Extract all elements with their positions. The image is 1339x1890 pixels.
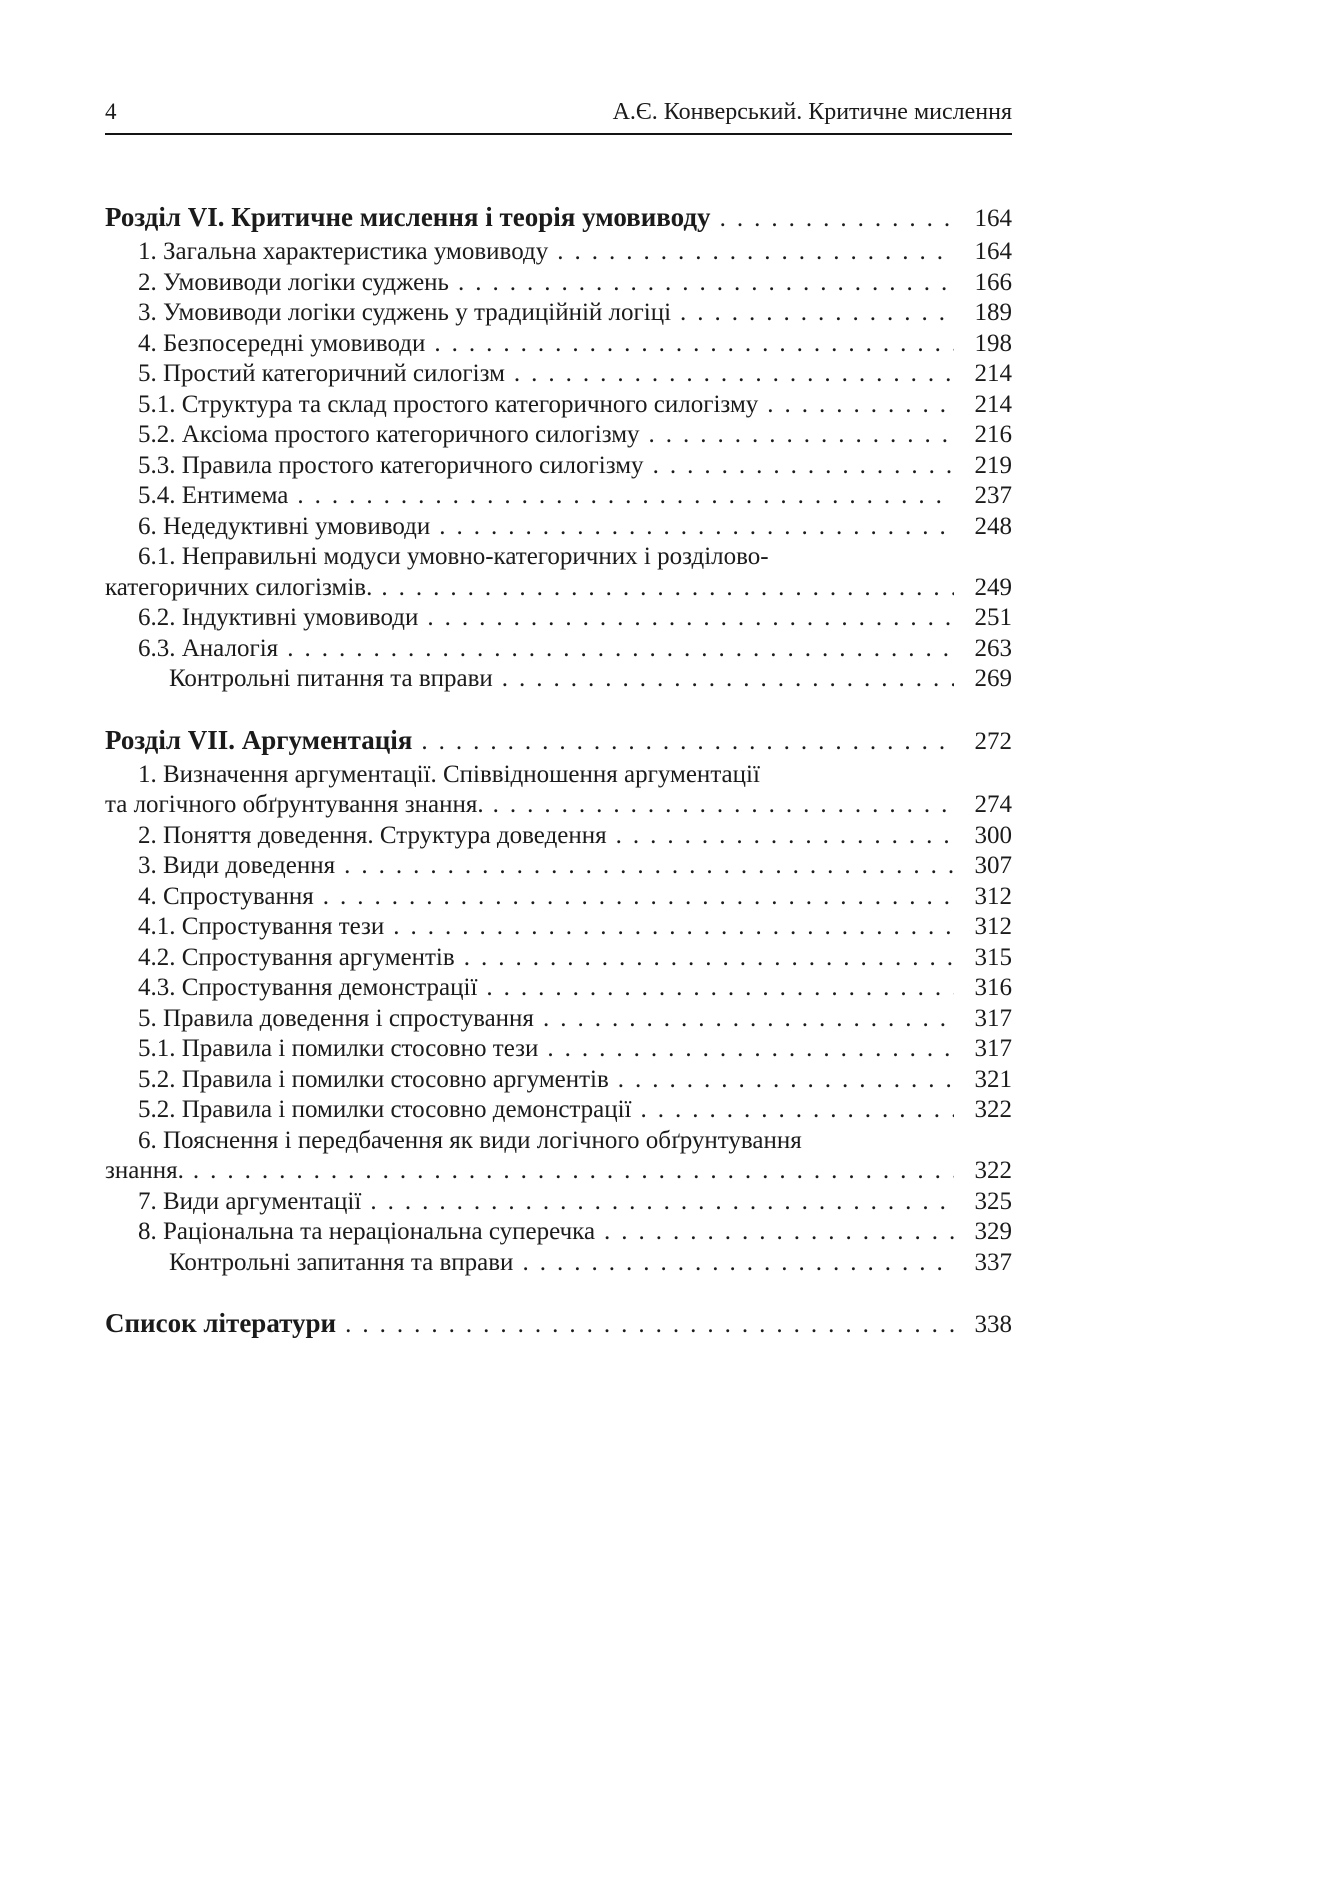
dot-leader — [720, 201, 954, 237]
dot-leader — [345, 1307, 954, 1343]
toc-entry — [105, 1004, 1012, 1035]
toc-entry-text: 5.2. Аксіома простого категоричного силогізму — [138, 421, 640, 448]
toc-entry-text: 4. Безпосередні умовиводи — [138, 329, 426, 357]
toc-entry — [105, 882, 1012, 913]
toc-page-number: 219 — [974, 451, 1012, 479]
dot-leader — [641, 1095, 954, 1126]
toc-entry — [105, 390, 1012, 421]
dot-leader — [297, 481, 954, 512]
toc-page-number: 164 — [974, 238, 1012, 265]
toc-section — [105, 199, 1012, 695]
toc-entry-text: Контрольні запитання та вправи — [169, 1248, 514, 1276]
toc-entry-text: 3. Види доведення — [138, 852, 336, 879]
toc-entry-text: 5.4. Ентимема — [138, 482, 289, 509]
toc-entry — [105, 1034, 1012, 1065]
dot-leader — [502, 664, 954, 695]
toc-page-number: 322 — [974, 1157, 1012, 1184]
toc-section-title — [105, 1305, 1012, 1343]
toc-page-number: 322 — [974, 1096, 1012, 1123]
toc-page-number: 315 — [974, 943, 1012, 971]
toc-page-number: 274 — [974, 791, 1012, 818]
toc-page-number: 325 — [974, 1187, 1012, 1215]
toc-entry-text: 6. Пояснення і передбачення як види логічного обґрунтування — [138, 1126, 802, 1154]
toc-page-number: 237 — [974, 482, 1012, 509]
dot-leader — [434, 329, 954, 360]
dot-leader — [486, 973, 954, 1004]
toc-page-number: 321 — [974, 1065, 1012, 1093]
toc-entry — [105, 790, 1012, 821]
dot-leader — [543, 1004, 954, 1035]
toc-entry-text: та логічного обґрунтування знання. — [105, 791, 484, 818]
toc-section-title-text: Список літератури — [105, 1308, 337, 1338]
dot-leader — [381, 573, 954, 604]
toc-entry — [105, 451, 1012, 482]
running-title: А.Є. Конверський. Критичне мислення — [612, 99, 1012, 125]
toc-entry — [105, 237, 1012, 268]
toc-entry-text: 6.3. Аналогія — [138, 634, 279, 662]
toc-page-number: 329 — [974, 1218, 1012, 1245]
toc-entry — [105, 481, 1012, 512]
toc-entry — [105, 420, 1012, 451]
dot-leader — [616, 821, 954, 852]
toc-page-number: 214 — [974, 390, 1012, 418]
toc-entry-text: 3. Умовиводи логіки суджень у традиційній логіці — [138, 299, 672, 326]
toc-entry — [105, 298, 1012, 329]
toc-entry — [105, 664, 1012, 695]
dot-leader — [421, 724, 954, 760]
toc-entry — [105, 329, 1012, 360]
toc-page-number: 216 — [974, 421, 1012, 448]
dot-leader — [370, 1187, 954, 1218]
page-number: 4 — [105, 99, 117, 124]
toc-entry-text: 5.1. Структура та склад простого категоричного силогізму — [138, 390, 759, 418]
toc-entry-text: 2. Поняття доведення. Структура доведення — [138, 821, 607, 849]
dot-leader — [604, 1217, 954, 1248]
toc-page-number: 249 — [974, 573, 1012, 601]
toc-section-title — [105, 722, 1012, 760]
toc-page-number: 317 — [974, 1035, 1012, 1062]
toc-page-number: 263 — [974, 634, 1012, 662]
toc-entry-text: 1. Визначення аргументації. Співвідношення аргументації — [138, 760, 760, 788]
toc-section — [105, 1305, 1012, 1343]
dot-leader — [458, 268, 954, 299]
toc-entry — [105, 912, 1012, 943]
toc-page-number: 164 — [974, 205, 1012, 232]
toc-entry — [105, 573, 1012, 604]
toc-page-number: 338 — [974, 1311, 1012, 1338]
dot-leader — [618, 1065, 954, 1096]
toc-entry — [105, 512, 1012, 543]
toc-page-number: 251 — [974, 604, 1012, 631]
toc-page-number: 272 — [974, 727, 1012, 755]
toc-entry — [105, 359, 1012, 390]
dot-leader — [393, 912, 954, 943]
toc-entry-text: 5.2. Правила і помилки стосовно демонстрації — [138, 1096, 632, 1123]
toc-entry — [105, 973, 1012, 1004]
dot-leader — [493, 790, 954, 821]
dot-leader — [344, 851, 954, 882]
dot-leader — [193, 1156, 954, 1187]
toc-entry — [105, 1126, 1012, 1157]
toc-entry-text: 5. Простий категоричний силогізм — [138, 360, 505, 387]
dot-leader — [427, 603, 954, 634]
toc-entry-text: 4.1. Спростування тези — [138, 913, 385, 940]
toc-entry — [105, 542, 1012, 573]
toc-section-title-text: Розділ VII. Аргументація — [105, 724, 413, 755]
dot-leader — [767, 390, 954, 421]
dot-leader — [514, 359, 954, 390]
toc-entry-text: Контрольні питання та вправи — [169, 665, 493, 692]
toc-entry-text: 2. Умовиводи логіки суджень — [138, 268, 449, 296]
toc-page-number: 307 — [974, 852, 1012, 879]
toc-entry — [105, 1187, 1012, 1218]
toc-entry — [105, 268, 1012, 299]
toc-entry-text: 5. Правила доведення і спростування — [138, 1004, 534, 1032]
toc-entry-text: 6. Недедуктивні умовиводи — [138, 512, 431, 540]
toc-entry — [105, 1065, 1012, 1096]
running-header — [105, 98, 1012, 135]
toc-page-number: 198 — [974, 329, 1012, 357]
toc-page-number: 214 — [974, 360, 1012, 387]
dot-leader — [287, 634, 954, 665]
toc-page-number: 312 — [974, 882, 1012, 910]
toc-entry — [105, 943, 1012, 974]
toc-entry — [105, 1248, 1012, 1279]
toc-entry — [105, 634, 1012, 665]
toc-entry — [105, 1095, 1012, 1126]
toc-entry — [105, 821, 1012, 852]
toc-entry-text: 8. Раціональна та нераціональна суперечка — [138, 1218, 596, 1245]
toc-page-number: 300 — [974, 821, 1012, 849]
toc-page-number: 337 — [974, 1248, 1012, 1276]
toc-entry-text: категоричних силогізмів. — [105, 573, 373, 601]
toc-page-number: 248 — [974, 512, 1012, 540]
toc-entry — [105, 1156, 1012, 1187]
toc-entry — [105, 760, 1012, 791]
toc-entry-text: 1. Загальна характеристика умовиводу — [138, 238, 549, 265]
toc-entry-text: 4.3. Спростування демонстрації — [138, 974, 478, 1001]
toc-page-number: 269 — [974, 665, 1012, 692]
dot-leader — [547, 1034, 954, 1065]
toc-page-number: 317 — [974, 1004, 1012, 1032]
toc — [105, 199, 1012, 1343]
toc-entry — [105, 1217, 1012, 1248]
dot-leader — [649, 420, 954, 451]
toc-entry-text: 5.1. Правила і помилки стосовно тези — [138, 1035, 539, 1062]
toc-section — [105, 722, 1012, 1279]
dot-leader — [522, 1248, 954, 1279]
toc-entry-text: 6.2. Індуктивні умовиводи — [138, 604, 419, 631]
dot-leader — [653, 451, 954, 482]
toc-page-number: 312 — [974, 913, 1012, 940]
toc-entry-text: знання. — [105, 1157, 184, 1184]
dot-leader — [323, 882, 954, 913]
toc-section-title-text: Розділ VI. Критичне мислення і теорія умовиводу — [105, 202, 711, 232]
dot-leader — [680, 298, 954, 329]
toc-section-title — [105, 199, 1012, 237]
dot-leader — [557, 237, 954, 268]
toc-entry — [105, 851, 1012, 882]
toc-entry-text: 5.2. Правила і помилки стосовно аргументів — [138, 1065, 609, 1093]
toc-page-number: 316 — [974, 974, 1012, 1001]
toc-entry-text: 6.1. Неправильні модуси умовно-категоричних і розділово- — [138, 543, 769, 570]
toc-entry-text: 7. Види аргументації — [138, 1187, 362, 1215]
toc-page-number: 189 — [974, 299, 1012, 326]
toc-entry-text: 4. Спростування — [138, 882, 314, 910]
toc-entry — [105, 603, 1012, 634]
dot-leader — [464, 943, 954, 974]
toc-entry-text: 4.2. Спростування аргументів — [138, 943, 455, 971]
toc-entry-text: 5.3. Правила простого категоричного силогізму — [138, 451, 644, 479]
dot-leader — [439, 512, 954, 543]
toc-page-number: 166 — [974, 268, 1012, 296]
